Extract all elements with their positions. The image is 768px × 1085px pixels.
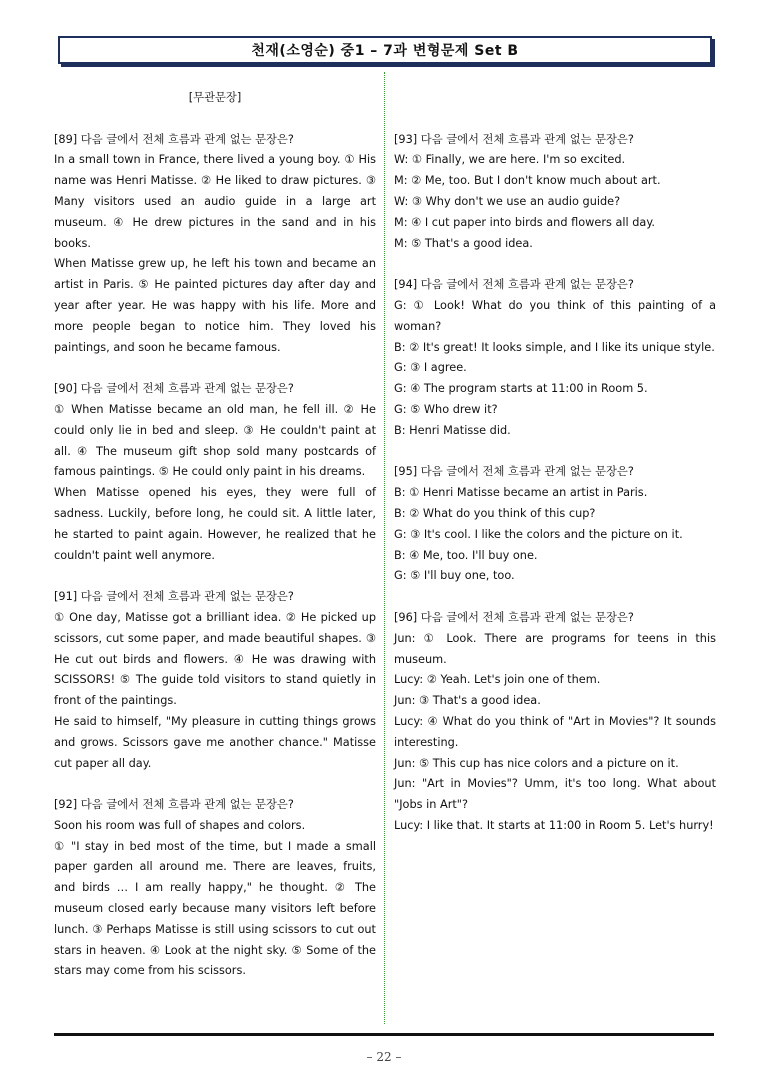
question-paragraph: When Matisse opened his eyes, they were full of sadness. Luckily, before long, he could sit. A little later, he started to paint again. However, he realized that he couldn't paint well anymore. xyxy=(54,486,376,562)
page-number: – 22 – xyxy=(366,1050,402,1064)
question-91 xyxy=(54,587,376,774)
dialogue-line: Lucy: ④ What do you think of "Art in Movies"? It sounds interesting. xyxy=(394,714,716,749)
dialogue-line: G: ③ I agree. xyxy=(394,361,467,375)
dialogue-line: M: ⑤ That's a good idea. xyxy=(394,236,533,250)
question-head: [94] 다음 글에서 전체 흐름과 관계 없는 문장은? xyxy=(394,278,634,292)
question-paragraph: Soon his room was full of shapes and colors. xyxy=(54,818,306,832)
dialogue-line: G: ⑤ I'll buy one, too. xyxy=(394,569,515,583)
question-93 xyxy=(394,130,716,255)
section-heading: [무관문장] xyxy=(188,91,242,104)
dialogue-line: Lucy: I like that. It starts at 11:00 in Room 5. Let's hurry! xyxy=(394,818,714,832)
dialogue-line: G: ③ It's cool. I like the colors and the picture on it. xyxy=(394,527,683,541)
dialogue-line: B: ① Henri Matisse became an artist in Paris. xyxy=(394,486,648,500)
dialogue-line: B: ② It's great! It looks simple, and I like its unique style. xyxy=(394,340,715,354)
dialogue-line: M: ④ I cut paper into birds and flowers all day. xyxy=(394,215,655,229)
question-head: [90] 다음 글에서 전체 흐름과 관계 없는 문장은? xyxy=(54,382,294,396)
dialogue-line: Jun: "Art in Movies"? Umm, it's too long. What about "Jobs in Art"? xyxy=(394,777,716,812)
question-89 xyxy=(54,130,376,359)
dialogue-line: G: ⑤ Who drew it? xyxy=(394,402,498,416)
question-paragraph: ① "I stay in bed most of the time, but I made a small paper garden all around me. There are leaves, fruits, and birds … I am really happy," he thought. ② The museum closed early because many visitors left before lunch. ③ Perhaps Matisse is still using scissors to cut out stars in heaven. ④ Look at the night sky. ⑤ Some of the stars may come from his scissors. xyxy=(54,839,376,978)
question-94 xyxy=(394,275,716,441)
question-head: [91] 다음 글에서 전체 흐름과 관계 없는 문장은? xyxy=(54,590,294,604)
footer-rule xyxy=(54,1033,714,1036)
right-column xyxy=(394,88,716,837)
column-divider xyxy=(384,72,385,1024)
question-head: [95] 다음 글에서 전체 흐름과 관계 없는 문장은? xyxy=(394,465,634,479)
dialogue-line: B: ② What do you think of this cup? xyxy=(394,506,596,520)
dialogue-line: B: Henri Matisse did. xyxy=(394,423,511,437)
page-title: 천재(소영순) 중1 – 7과 변형문제 Set B xyxy=(251,43,519,59)
dialogue-line: Jun: ⑤ This cup has nice colors and a picture on it. xyxy=(394,756,679,770)
question-95 xyxy=(394,462,716,587)
dialogue-line: G: ④ The program starts at 11:00 in Room 5. xyxy=(394,382,648,396)
question-paragraph: When Matisse grew up, he left his town and became an artist in Paris. ⑤ He painted pictures day after day and year after year. He was happy with his life. More and more people began to notice him. They loved his paintings, and soon he became famous. xyxy=(54,257,376,354)
question-paragraph: He said to himself, "My pleasure in cutting things grows and grows. Scissors gave me another chance." Matisse cut paper all day. xyxy=(54,714,376,770)
question-90 xyxy=(54,379,376,566)
dialogue-line: W: ③ Why don't we use an audio guide? xyxy=(394,194,621,208)
dialogue-line: W: ① Finally, we are here. I'm so excited. xyxy=(394,153,626,167)
dialogue-line: Lucy: ② Yeah. Let's join one of them. xyxy=(394,673,601,687)
dialogue-line: G: ① Look! What do you think of this painting of a woman? xyxy=(394,298,716,333)
dialogue-line: Jun: ③ That's a good idea. xyxy=(394,694,541,708)
question-paragraph: In a small town in France, there lived a young boy. ① His name was Henri Matisse. ② He liked to draw pictures. ③ Many visitors used an audio guide in a large art museum. ④ He drew pictures in the sand and in his books. xyxy=(54,153,376,250)
left-column xyxy=(54,88,376,982)
question-paragraph: ① When Matisse became an old man, he fell ill. ② He could only lie in bed and sleep. ③ He couldn't paint at all. ④ The museum gift shop sold many postcards of famous paintings. ⑤ He could only paint in his dreams. xyxy=(54,402,376,479)
question-96 xyxy=(394,608,716,837)
question-paragraph: ① One day, Matisse got a brilliant idea. ② He picked up scissors, cut some paper, and made beautiful shapes. ③ He cut out birds and flowers. ④ He was drawing with SCISSORS! ⑤ The guide told visitors to stand quietly in front of the paintings. xyxy=(54,610,376,708)
dialogue-line: Jun: ① Look. There are programs for teens in this museum. xyxy=(394,631,716,666)
page-title-box xyxy=(58,36,712,64)
question-head: [92] 다음 글에서 전체 흐름과 관계 없는 문장은? xyxy=(54,798,294,812)
question-head: [89] 다음 글에서 전체 흐름과 관계 없는 문장은? xyxy=(54,132,294,146)
dialogue-line: M: ② Me, too. But I don't know much about art. xyxy=(394,174,661,188)
question-92 xyxy=(54,795,376,982)
question-head: [93] 다음 글에서 전체 흐름과 관계 없는 문장은? xyxy=(394,132,634,146)
dialogue-line: B: ④ Me, too. I'll buy one. xyxy=(394,548,538,562)
question-head: [96] 다음 글에서 전체 흐름과 관계 없는 문장은? xyxy=(394,610,634,624)
